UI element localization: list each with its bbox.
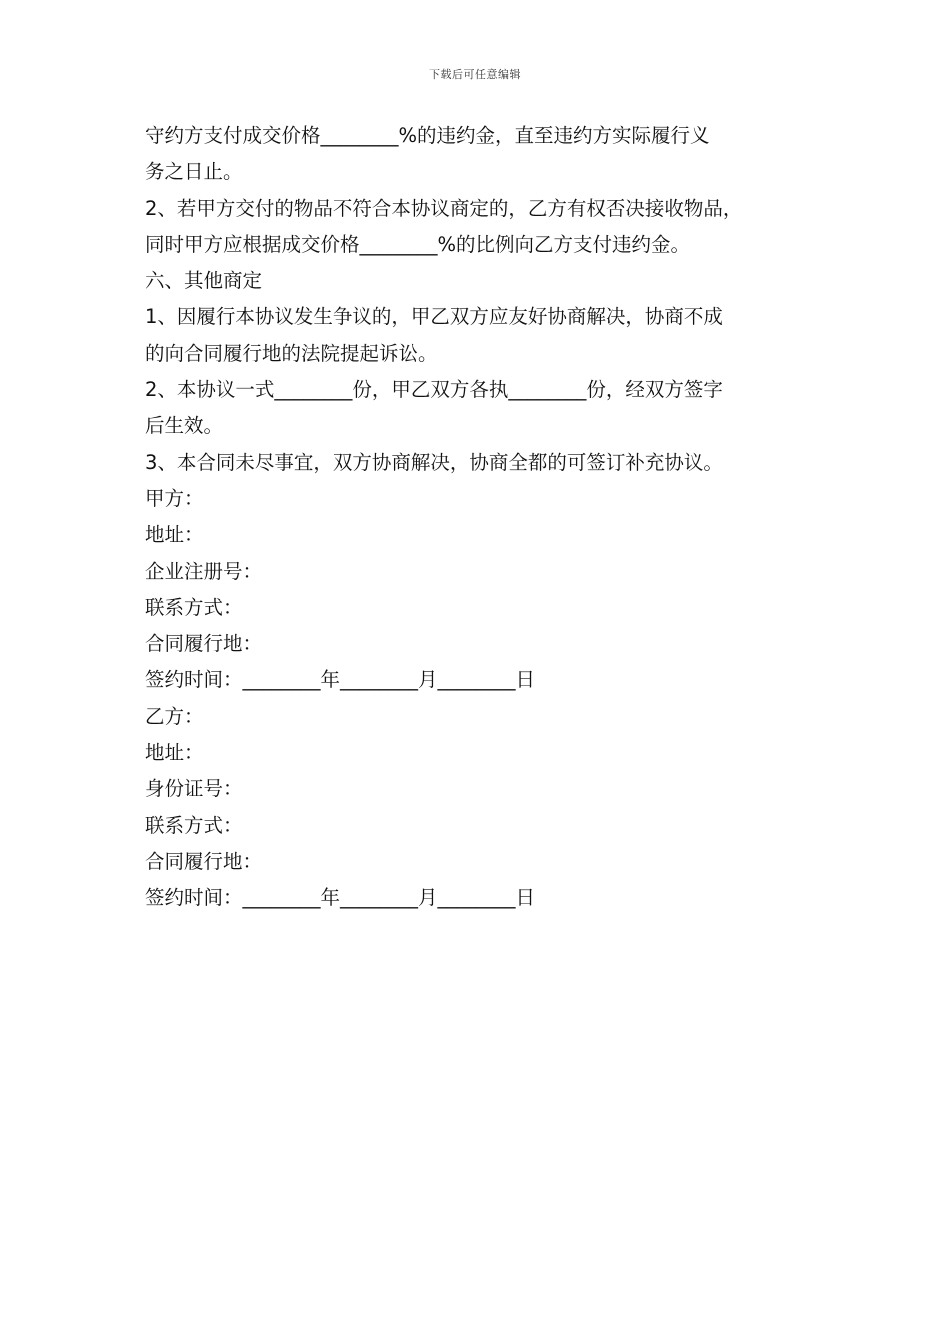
party-b-label: 乙方： [145,704,204,728]
party-b-address: 地址： [145,741,204,765]
party-b-contact: 联系方式： [145,813,243,837]
party-a-label: 甲方： [145,486,204,510]
party-b-place: 合同履行地： [145,849,263,873]
party-a-address: 地址： [145,523,204,547]
party-a-registration: 企业注册号： [145,559,263,583]
party-a-contact: 联系方式： [145,595,243,619]
paragraph-line: 后生效。 [145,414,224,438]
party-b-id-number: 身份证号： [145,777,243,801]
paragraph-line: 务之日止。 [145,160,243,184]
paragraph-line: 同时甲方应根据成交价格________%的比例向乙方支付违约金。 [145,232,691,256]
paragraph-line: 的向合同履行地的法院提起诉讼。 [145,341,438,365]
page-header: 下载后可任意编辑 [429,68,521,81]
section-heading: 六、其他商定 [145,269,263,293]
paragraph-line: 守约方支付成交价格________%的违约金，直至违约方实际履行义 [145,124,710,147]
paragraph-line: 3、本合同未尽事宜，双方协商解决，协商全都的可签订补充协议。 [145,450,723,474]
paragraph-line: 2、若甲方交付的物品不符合本协议商定的，乙方有权否决接收物品， [145,196,743,220]
paragraph-line: 2、本协议一式________份，甲乙双方各执________份，经双方签字 [145,378,723,402]
party-a-place: 合同履行地： [145,632,263,656]
party-a-sign-date: 签约时间：________年________月________日 [145,668,536,692]
party-b-sign-date: 签约时间：________年________月________日 [145,886,536,910]
paragraph-line: 1、因履行本协议发生争议的，甲乙双方应友好协商解决，协商不成 [145,305,723,329]
document-body [145,118,815,917]
